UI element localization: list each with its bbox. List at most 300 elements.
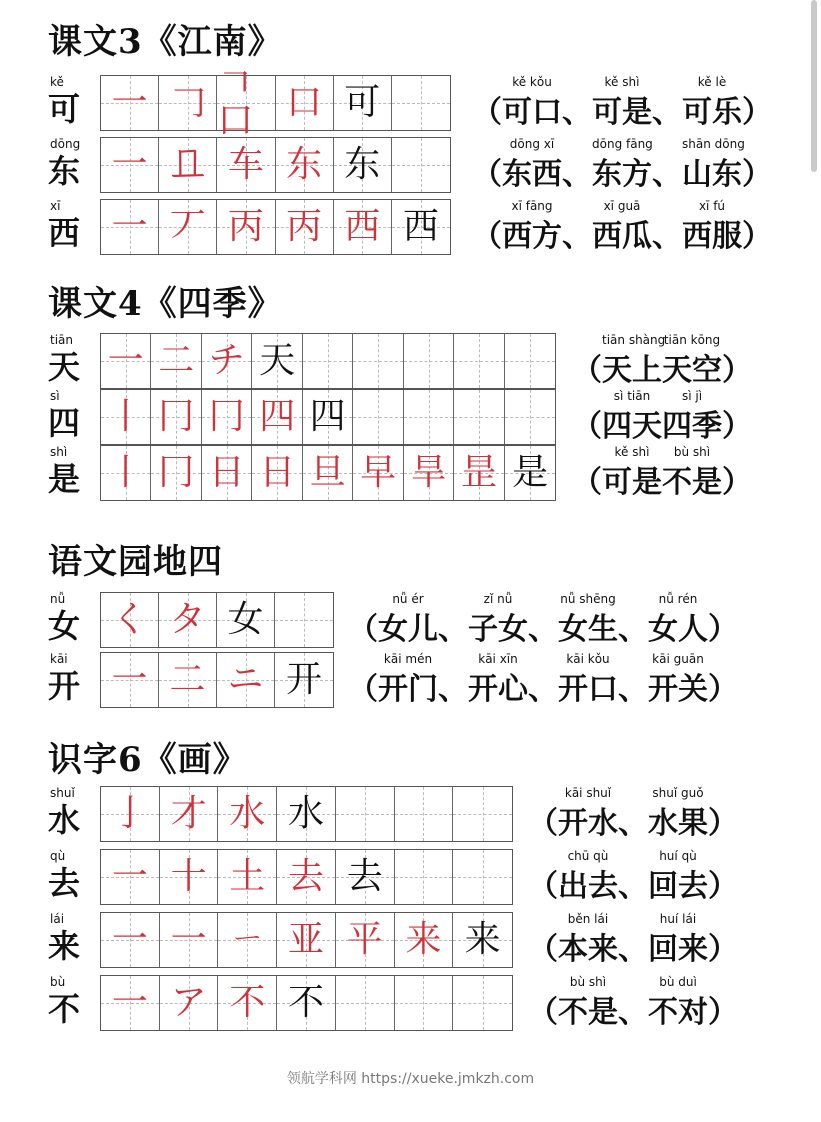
grid-cell bbox=[159, 138, 217, 192]
character-row bbox=[48, 199, 821, 259]
character-label: 是 bbox=[48, 460, 81, 498]
word-pinyin: xī fú bbox=[698, 199, 726, 213]
stroke-step: 一 bbox=[170, 919, 207, 960]
word-text: 西方 bbox=[502, 219, 562, 254]
grid-cell bbox=[151, 390, 201, 444]
word-text: 本来 bbox=[558, 932, 618, 967]
stroke-order-grid bbox=[100, 445, 556, 501]
character-pinyin: shì bbox=[50, 445, 68, 459]
word-text: 四天 bbox=[602, 409, 662, 444]
word-examples bbox=[348, 652, 738, 712]
stroke-step: 来 bbox=[464, 919, 501, 960]
grid-cell bbox=[453, 913, 512, 967]
word-text: 东西 bbox=[502, 157, 562, 192]
word-text: 开关 bbox=[648, 672, 708, 707]
stroke-step: 水 bbox=[229, 793, 266, 834]
word-text: 可口 bbox=[502, 95, 562, 130]
grid-cell bbox=[202, 446, 252, 500]
character-pinyin: sì bbox=[50, 389, 60, 403]
character-row bbox=[48, 333, 821, 393]
stroke-order-grid bbox=[100, 137, 451, 193]
grid-cell bbox=[151, 446, 201, 500]
character-label: 去 bbox=[48, 864, 81, 902]
stroke-step: 旦 bbox=[309, 452, 346, 493]
word-separator: 、 bbox=[438, 672, 468, 707]
close-paren: ） bbox=[722, 465, 752, 500]
character-row bbox=[48, 849, 821, 909]
character-label: 四 bbox=[48, 404, 81, 442]
word-pinyin: nǚ rén bbox=[658, 592, 698, 606]
grid-cell bbox=[334, 200, 392, 254]
character-row bbox=[48, 445, 821, 505]
stroke-step: 才 bbox=[170, 793, 207, 834]
grid-cell bbox=[217, 593, 275, 647]
grid-cell bbox=[505, 334, 555, 388]
word-separator: 、 bbox=[562, 219, 592, 254]
word-pinyin: tiān shàng bbox=[602, 333, 666, 347]
word-separator: 、 bbox=[528, 612, 558, 647]
grid-cell bbox=[453, 976, 512, 1030]
word-pinyin: dōng fāng bbox=[592, 137, 653, 151]
stroke-step: 丨 bbox=[107, 452, 144, 493]
example-word bbox=[558, 975, 618, 1033]
example-word bbox=[662, 445, 722, 503]
example-word bbox=[602, 389, 662, 447]
word-text: 水果 bbox=[648, 806, 708, 841]
word-text: 可是 bbox=[592, 95, 652, 130]
word-pinyin: zǐ nǚ bbox=[483, 592, 513, 606]
stroke-step: 天 bbox=[259, 340, 296, 381]
close-paren: ） bbox=[708, 995, 738, 1030]
example-word bbox=[468, 592, 528, 650]
grid-cell bbox=[101, 653, 159, 707]
grid-cell bbox=[101, 390, 151, 444]
word-pinyin: běn lái bbox=[567, 912, 609, 926]
grid-cell bbox=[276, 138, 334, 192]
stroke-step: 亅 bbox=[111, 793, 148, 834]
grid-cell bbox=[217, 653, 275, 707]
example-word bbox=[378, 592, 438, 650]
stroke-order-grid bbox=[100, 786, 513, 842]
stroke-step: 一 bbox=[111, 919, 148, 960]
word-text: 开门 bbox=[378, 672, 438, 707]
word-text: 女儿 bbox=[378, 612, 438, 647]
stroke-step: タ bbox=[169, 599, 206, 640]
stroke-step: 日 bbox=[208, 452, 245, 493]
grid-cell bbox=[353, 334, 403, 388]
word-examples bbox=[528, 912, 738, 972]
section-title: 语文园地四 bbox=[48, 542, 223, 582]
character-row bbox=[48, 592, 821, 652]
grid-cell bbox=[392, 200, 450, 254]
grid-cell bbox=[334, 138, 392, 192]
word-pinyin: shuǐ guǒ bbox=[652, 786, 704, 800]
grid-cell bbox=[101, 200, 159, 254]
stroke-step: 昰 bbox=[461, 452, 498, 493]
grid-cell bbox=[101, 334, 151, 388]
grid-cell bbox=[218, 976, 277, 1030]
stroke-step: 一 bbox=[111, 856, 148, 897]
grid-cell bbox=[454, 390, 504, 444]
stroke-step: 一 bbox=[111, 82, 148, 123]
grid-cell bbox=[505, 446, 555, 500]
word-pinyin: nǚ ér bbox=[392, 592, 424, 606]
stroke-step: ニ bbox=[227, 659, 264, 700]
footer-watermark: 领航学科网 https://xueke.jmkzh.com bbox=[286, 1071, 535, 1087]
word-pinyin: kāi guān bbox=[652, 652, 704, 666]
stroke-step: 西 bbox=[402, 206, 439, 247]
word-text: 山东 bbox=[682, 157, 742, 192]
open-paren: （ bbox=[528, 995, 558, 1030]
example-word bbox=[558, 652, 618, 710]
character-label: 可 bbox=[48, 90, 81, 128]
example-word bbox=[502, 137, 562, 195]
word-separator: 、 bbox=[652, 157, 682, 192]
stroke-step: 冂 bbox=[208, 396, 245, 437]
word-separator: 、 bbox=[562, 157, 592, 192]
grid-cell bbox=[336, 850, 395, 904]
stroke-step: 女 bbox=[227, 599, 264, 640]
word-examples bbox=[572, 389, 752, 449]
stroke-step: ア bbox=[170, 982, 207, 1023]
example-word bbox=[682, 199, 742, 257]
word-pinyin: huí lái bbox=[659, 912, 697, 926]
example-word bbox=[602, 445, 662, 503]
stroke-step: 𠃌 bbox=[169, 82, 206, 123]
example-word bbox=[558, 786, 618, 844]
grid-cell bbox=[404, 446, 454, 500]
stroke-step: 土 bbox=[229, 856, 266, 897]
grid-cell bbox=[392, 138, 450, 192]
word-text: 西瓜 bbox=[592, 219, 652, 254]
word-text: 子女 bbox=[468, 612, 528, 647]
grid-cell bbox=[101, 138, 159, 192]
grid-cell bbox=[159, 200, 217, 254]
example-word bbox=[648, 849, 708, 907]
grid-cell bbox=[303, 390, 353, 444]
stroke-step: 冂 bbox=[158, 452, 195, 493]
grid-cell bbox=[217, 200, 275, 254]
character-row bbox=[48, 912, 821, 972]
stroke-order-grid bbox=[100, 652, 334, 708]
stroke-step: 早 bbox=[360, 452, 397, 493]
word-separator: 、 bbox=[562, 95, 592, 130]
word-pinyin: sì tiān bbox=[613, 389, 651, 403]
word-separator: 、 bbox=[528, 672, 558, 707]
grid-cell bbox=[277, 787, 336, 841]
example-word bbox=[648, 652, 708, 710]
close-paren: ） bbox=[708, 932, 738, 967]
grid-cell bbox=[159, 76, 217, 130]
word-text: 东方 bbox=[592, 157, 652, 192]
open-paren: （ bbox=[528, 932, 558, 967]
example-word bbox=[592, 199, 652, 257]
grid-cell bbox=[275, 653, 333, 707]
close-paren: ） bbox=[742, 219, 772, 254]
grid-cell bbox=[303, 446, 353, 500]
stroke-step: 一 bbox=[111, 982, 148, 1023]
stroke-step: 十 bbox=[170, 856, 207, 897]
grid-cell bbox=[252, 390, 302, 444]
character-pinyin: shuǐ bbox=[50, 786, 75, 800]
grid-cell bbox=[160, 976, 219, 1030]
grid-cell bbox=[101, 976, 160, 1030]
grid-cell bbox=[160, 787, 219, 841]
scrollbar[interactable] bbox=[811, 0, 817, 172]
word-separator: 、 bbox=[618, 672, 648, 707]
grid-cell bbox=[454, 334, 504, 388]
stroke-step: 水 bbox=[288, 793, 325, 834]
word-examples bbox=[472, 137, 772, 197]
stroke-step: 丙 bbox=[227, 206, 264, 247]
word-text: 回去 bbox=[648, 869, 708, 904]
example-word bbox=[592, 137, 652, 195]
grid-cell bbox=[395, 850, 454, 904]
grid-cell bbox=[336, 976, 395, 1030]
word-examples bbox=[528, 849, 738, 909]
word-text: 回来 bbox=[648, 932, 708, 967]
word-separator: 、 bbox=[652, 95, 682, 130]
open-paren: （ bbox=[528, 806, 558, 841]
word-pinyin: nǚ shēng bbox=[560, 592, 616, 606]
open-paren: （ bbox=[572, 409, 602, 444]
grid-cell bbox=[453, 787, 512, 841]
grid-cell bbox=[159, 653, 217, 707]
word-examples bbox=[348, 592, 738, 652]
word-text: 天上 bbox=[602, 353, 662, 388]
word-pinyin: kāi shuǐ bbox=[564, 786, 612, 800]
grid-cell bbox=[277, 850, 336, 904]
open-paren: （ bbox=[528, 869, 558, 904]
stroke-step: 丨 bbox=[107, 396, 144, 437]
grid-cell bbox=[252, 334, 302, 388]
stroke-step: 可 bbox=[344, 82, 381, 123]
grid-cell bbox=[101, 76, 159, 130]
stroke-step: 亚 bbox=[288, 919, 325, 960]
character-pinyin: kě bbox=[50, 75, 64, 89]
word-pinyin: dōng xī bbox=[509, 137, 555, 151]
stroke-step: 一 bbox=[107, 340, 144, 381]
stroke-step: 去 bbox=[288, 856, 325, 897]
open-paren: （ bbox=[572, 353, 602, 388]
section-title: 识字6《画》 bbox=[48, 740, 248, 780]
character-row bbox=[48, 137, 821, 197]
word-text: 开口 bbox=[558, 672, 618, 707]
word-text: 西服 bbox=[682, 219, 742, 254]
grid-cell bbox=[275, 593, 333, 647]
word-pinyin: bù shì bbox=[569, 975, 607, 989]
character-pinyin: bù bbox=[50, 975, 66, 989]
example-word bbox=[602, 333, 666, 391]
close-paren: ） bbox=[742, 95, 772, 130]
character-row bbox=[48, 64, 821, 141]
character-pinyin: lái bbox=[50, 912, 65, 926]
close-paren: ） bbox=[708, 806, 738, 841]
grid-cell bbox=[217, 64, 275, 141]
character-pinyin: dōng bbox=[50, 137, 81, 151]
grid-cell bbox=[336, 913, 395, 967]
stroke-step: 日 bbox=[259, 452, 296, 493]
grid-cell bbox=[151, 334, 201, 388]
stroke-step: 一 bbox=[111, 144, 148, 185]
stroke-step: 丆 bbox=[169, 206, 206, 247]
grid-cell bbox=[404, 334, 454, 388]
word-separator: 、 bbox=[618, 612, 648, 647]
word-examples bbox=[572, 333, 752, 393]
grid-cell bbox=[202, 334, 252, 388]
grid-cell bbox=[395, 787, 454, 841]
character-pinyin: nǚ bbox=[50, 592, 66, 606]
character-row bbox=[48, 975, 821, 1035]
grid-cell bbox=[395, 976, 454, 1030]
grid-cell bbox=[160, 913, 219, 967]
word-text: 不是 bbox=[662, 465, 722, 500]
stroke-step: 丙 bbox=[286, 206, 323, 247]
grid-cell bbox=[453, 850, 512, 904]
stroke-step: ㄧ bbox=[229, 919, 266, 960]
grid-cell bbox=[252, 446, 302, 500]
stroke-step: 平 bbox=[346, 919, 383, 960]
stroke-step: 一 bbox=[111, 659, 148, 700]
word-separator: 、 bbox=[438, 612, 468, 647]
grid-cell bbox=[202, 390, 252, 444]
grid-cell bbox=[276, 200, 334, 254]
character-pinyin: xī bbox=[50, 199, 61, 213]
open-paren: （ bbox=[472, 219, 502, 254]
word-examples bbox=[528, 786, 738, 846]
word-pinyin: kāi xīn bbox=[478, 652, 518, 666]
example-word bbox=[682, 75, 742, 133]
word-pinyin: chū qù bbox=[567, 849, 609, 863]
example-word bbox=[648, 912, 708, 970]
example-word bbox=[558, 912, 618, 970]
character-label: 开 bbox=[48, 667, 81, 705]
grid-cell bbox=[276, 76, 334, 130]
word-separator: 、 bbox=[618, 995, 648, 1030]
stroke-step: 车 bbox=[227, 144, 264, 185]
word-pinyin: kě shì bbox=[604, 75, 640, 89]
word-pinyin: sì jì bbox=[681, 389, 703, 403]
close-paren: ） bbox=[742, 157, 772, 192]
close-paren: ） bbox=[708, 612, 738, 647]
grid-cell bbox=[101, 913, 160, 967]
close-paren: ） bbox=[722, 353, 752, 388]
example-word bbox=[648, 592, 708, 650]
word-text: 开心 bbox=[468, 672, 528, 707]
stroke-step: 东 bbox=[344, 144, 381, 185]
grid-cell bbox=[353, 446, 403, 500]
word-examples bbox=[528, 975, 738, 1035]
grid-cell bbox=[392, 76, 450, 130]
character-label: 来 bbox=[48, 927, 81, 965]
grid-cell bbox=[218, 787, 277, 841]
grid-cell bbox=[277, 976, 336, 1030]
word-pinyin: bù duì bbox=[659, 975, 697, 989]
word-pinyin: bù shì bbox=[673, 445, 711, 459]
stroke-order-grid bbox=[100, 912, 513, 968]
character-pinyin: kāi bbox=[50, 652, 68, 666]
word-separator: 、 bbox=[618, 932, 648, 967]
stroke-step: く bbox=[111, 599, 148, 640]
grid-cell bbox=[217, 138, 275, 192]
stroke-order-grid bbox=[100, 592, 334, 648]
word-examples bbox=[472, 199, 772, 259]
example-word bbox=[502, 199, 562, 257]
grid-cell bbox=[454, 446, 504, 500]
character-row bbox=[48, 652, 821, 712]
grid-cell bbox=[336, 787, 395, 841]
grid-cell bbox=[218, 850, 277, 904]
stroke-step: 𠃍口 bbox=[217, 64, 254, 141]
word-pinyin: kě lè bbox=[697, 75, 727, 89]
grid-cell bbox=[353, 390, 403, 444]
stroke-step: 是 bbox=[512, 452, 549, 493]
word-text: 不对 bbox=[648, 995, 708, 1030]
word-pinyin: kě kǒu bbox=[512, 75, 552, 89]
word-text: 可是 bbox=[602, 465, 662, 500]
character-row bbox=[48, 389, 821, 449]
grid-cell bbox=[505, 390, 555, 444]
word-pinyin: kě shì bbox=[614, 445, 650, 459]
character-label: 女 bbox=[48, 607, 81, 645]
stroke-step: 开 bbox=[285, 659, 322, 700]
word-pinyin: kāi mén bbox=[383, 652, 433, 666]
word-text: 开水 bbox=[558, 806, 618, 841]
example-word bbox=[648, 786, 708, 844]
stroke-order-grid bbox=[100, 849, 513, 905]
stroke-step: 去 bbox=[346, 856, 383, 897]
grid-cell bbox=[160, 850, 219, 904]
stroke-step: 不 bbox=[288, 982, 325, 1023]
stroke-step: 东 bbox=[286, 144, 323, 185]
word-pinyin: xī guā bbox=[603, 199, 641, 213]
example-word bbox=[378, 652, 438, 710]
stroke-step: 不 bbox=[229, 982, 266, 1023]
close-paren: ） bbox=[708, 672, 738, 707]
character-row bbox=[48, 786, 821, 846]
character-pinyin: qù bbox=[50, 849, 66, 863]
example-word bbox=[468, 652, 528, 710]
close-paren: ） bbox=[722, 409, 752, 444]
section-title: 课文4《四季》 bbox=[48, 284, 283, 324]
word-examples bbox=[472, 75, 772, 135]
stroke-step: 冂 bbox=[158, 396, 195, 437]
word-pinyin: tiān kōng bbox=[663, 333, 721, 347]
word-separator: 、 bbox=[618, 806, 648, 841]
stroke-step: 一 bbox=[111, 206, 148, 247]
word-pinyin: huí qù bbox=[659, 849, 697, 863]
character-label: 水 bbox=[48, 801, 81, 839]
character-label: 不 bbox=[48, 990, 81, 1028]
stroke-step: 四 bbox=[309, 396, 346, 437]
open-paren: （ bbox=[572, 465, 602, 500]
grid-cell bbox=[101, 850, 160, 904]
grid-cell bbox=[218, 913, 277, 967]
word-pinyin: shān dōng bbox=[682, 137, 745, 151]
stroke-step: 二 bbox=[158, 340, 195, 381]
grid-cell bbox=[277, 913, 336, 967]
word-examples bbox=[572, 445, 752, 505]
stroke-step: 二 bbox=[169, 659, 206, 700]
character-pinyin: tiān bbox=[50, 333, 73, 347]
example-word bbox=[682, 137, 745, 195]
grid-cell bbox=[303, 334, 353, 388]
example-word bbox=[558, 592, 618, 650]
grid-cell bbox=[159, 593, 217, 647]
example-word bbox=[558, 849, 618, 907]
open-paren: （ bbox=[472, 157, 502, 192]
grid-cell bbox=[404, 390, 454, 444]
